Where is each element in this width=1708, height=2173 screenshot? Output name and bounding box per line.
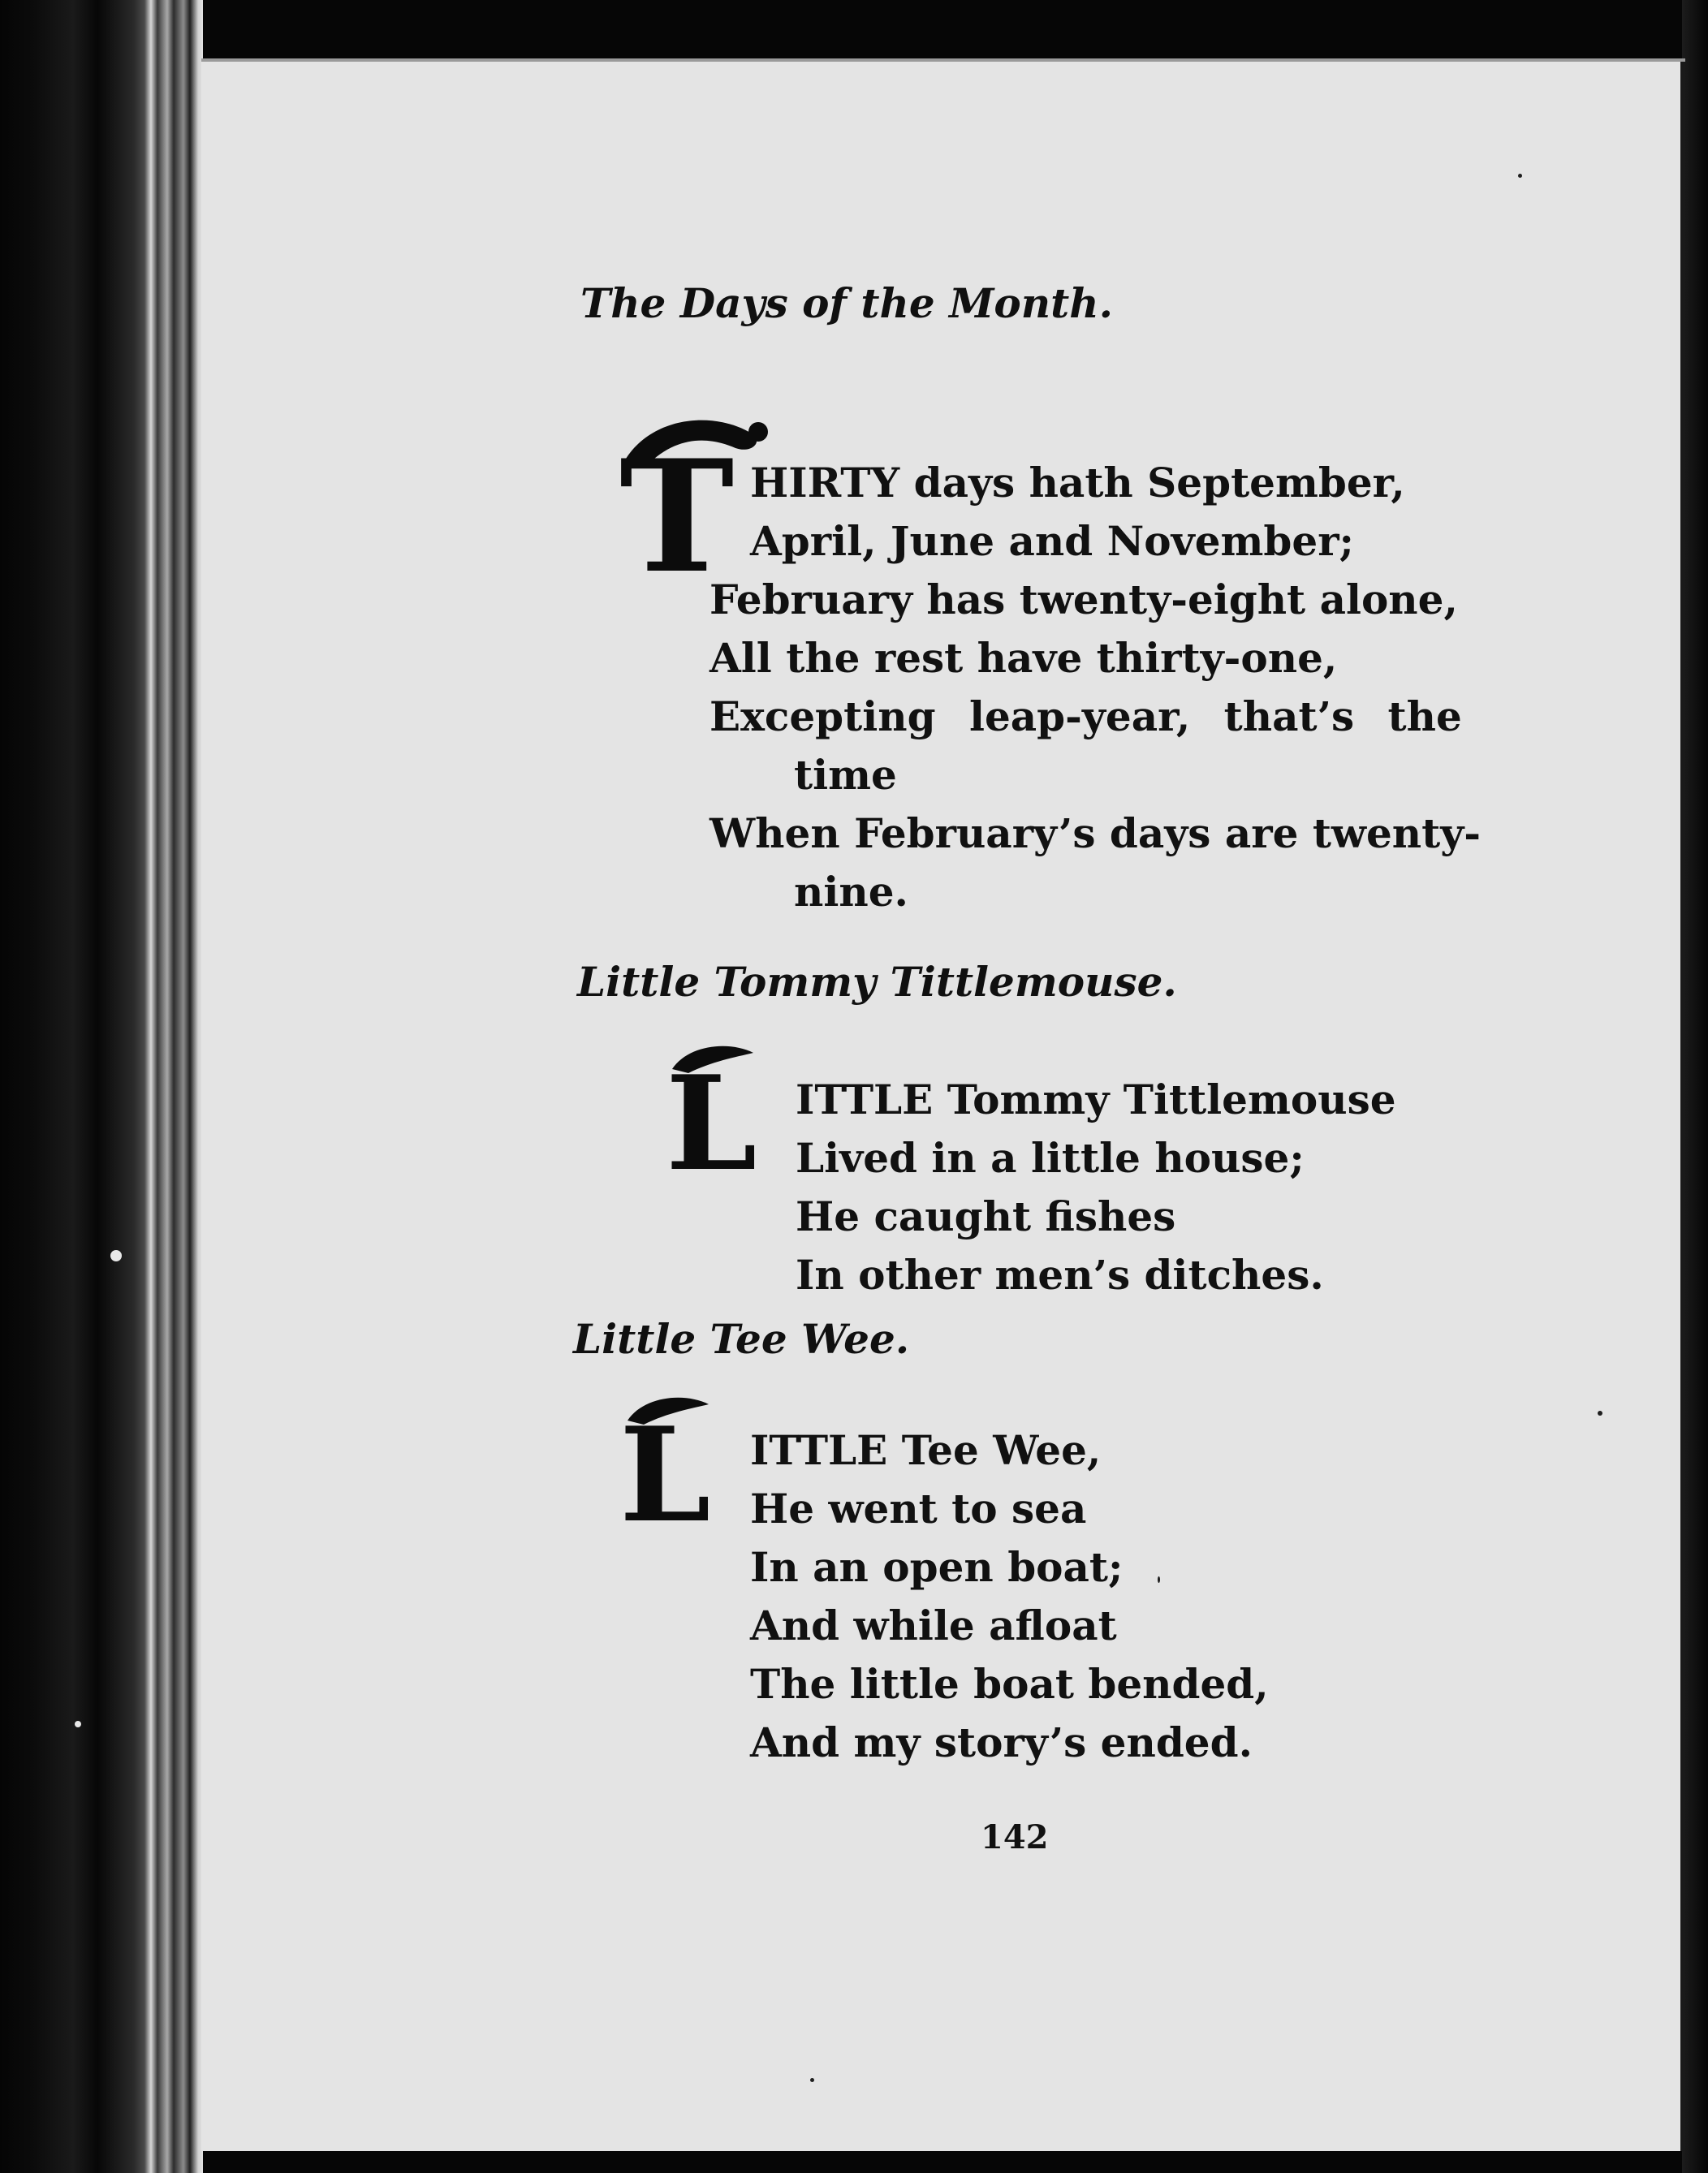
scan-speck — [1158, 1576, 1160, 1583]
poem-line: HIRTY days hath September, — [750, 459, 1405, 507]
drop-cap-l: L — [666, 1047, 757, 1200]
poem-line: nine. — [794, 868, 908, 916]
poem-title-days-of-the-month: The Days of the Month. — [580, 279, 1113, 327]
scan-speck — [810, 2078, 814, 2082]
poem-line: February has twenty-eight alone, — [710, 576, 1458, 623]
scan-speck — [1598, 1411, 1602, 1416]
book-binding — [0, 0, 203, 2173]
poem-line: And my story’s ended. — [750, 1718, 1253, 1766]
poem-line: ITTLE Tommy Tittlemouse — [796, 1076, 1396, 1123]
poem-line: Excepting leap-year, that’s the — [710, 692, 1462, 740]
poem-line: He went to sea — [750, 1485, 1087, 1533]
poem-line: Lived in a little house; — [796, 1134, 1305, 1182]
page-number: 142 — [981, 1818, 1049, 1856]
poem-line: In other men’s ditches. — [796, 1251, 1324, 1299]
poem-line: All the rest have thirty-one, — [710, 634, 1338, 682]
poem-line: The little boat bended, — [750, 1660, 1269, 1708]
poem-line: time — [794, 751, 897, 799]
poem-title-little-tee-wee: Little Tee Wee. — [573, 1315, 910, 1363]
poem-title-little-tommy-tittlemouse: Little Tommy Tittlemouse. — [577, 958, 1177, 1006]
poem-line: When February’s days are twenty- — [710, 809, 1482, 857]
scan-speck — [110, 1250, 122, 1261]
scan-speck — [75, 1721, 81, 1727]
poem-line: In an open boat; — [750, 1543, 1124, 1591]
poem-line: April, June and November; — [750, 517, 1354, 565]
scan-edge-shadow — [1682, 0, 1708, 2173]
book-page — [201, 58, 1685, 2151]
drop-cap-t: T — [619, 426, 735, 607]
poem-line: He caught fishes — [796, 1192, 1176, 1240]
poem-line: And while afloat — [750, 1602, 1117, 1649]
poem-line: ITTLE Tee Wee, — [750, 1426, 1102, 1474]
drop-cap-l: L — [619, 1399, 711, 1551]
scan-speck — [1518, 174, 1522, 178]
